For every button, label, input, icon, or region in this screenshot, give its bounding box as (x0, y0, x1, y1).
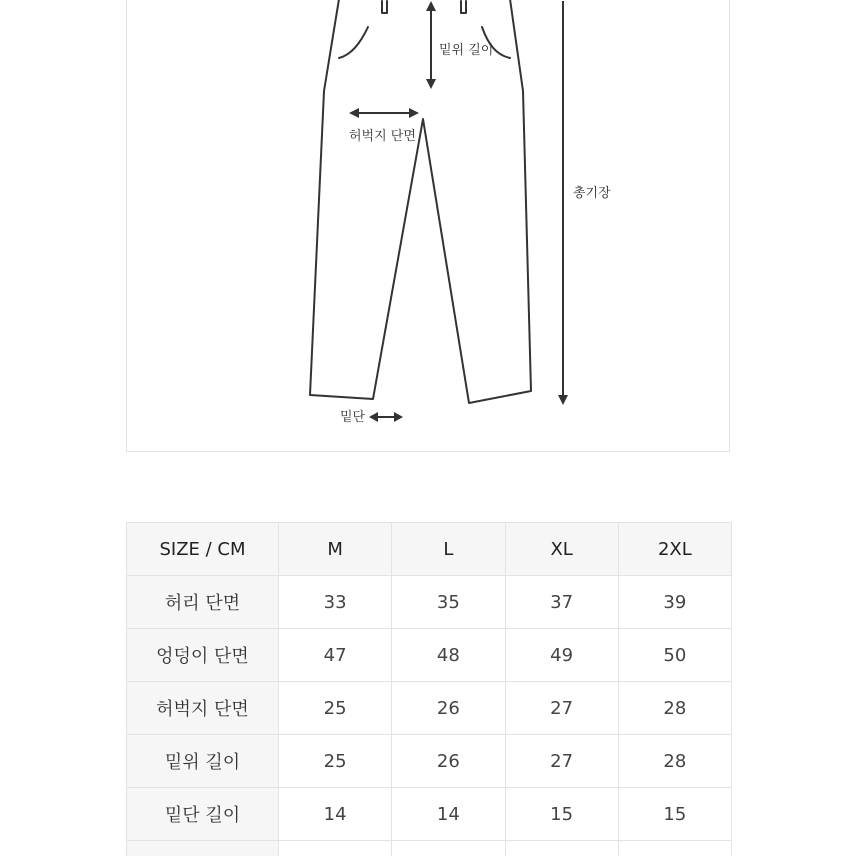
rise-label: 밑위 길이 (439, 43, 494, 58)
table-cell: 50 (618, 629, 731, 682)
table-cell: 26 (392, 682, 505, 735)
thigh-label: 허벅지 단면 (349, 129, 416, 144)
size-table (126, 522, 732, 856)
row-label: 밑위 길이 (127, 735, 279, 788)
size-table-header-row (127, 523, 732, 576)
table-cell (392, 841, 505, 856)
table-cell: 26 (392, 735, 505, 788)
row-label: 엉덩이 단면 (127, 629, 279, 682)
table-cell: 48 (392, 629, 505, 682)
table-cell: 15 (618, 788, 731, 841)
table-cell: 14 (392, 788, 505, 841)
row-label: 허벅지 단면 (127, 682, 279, 735)
table-cell: 47 (279, 629, 392, 682)
table-cell: 33 (279, 576, 392, 629)
table-cell: 28 (618, 682, 731, 735)
table-cell: 14 (279, 788, 392, 841)
rise-arrowhead-bottom (426, 79, 436, 89)
hem-arrowhead-left (369, 412, 378, 422)
table-cell: 15 (505, 788, 618, 841)
header-size-2xl: 2XL (618, 523, 731, 576)
rise-arrowhead-top (426, 1, 436, 11)
total-length-arrowhead-bottom (558, 395, 568, 405)
header-size-xl: XL (505, 523, 618, 576)
table-cell (505, 841, 618, 856)
header-size-unit: SIZE / CM (127, 523, 279, 576)
table-cell: 49 (505, 629, 618, 682)
table-cell: 37 (505, 576, 618, 629)
belt-loop-right (461, 1, 466, 13)
header-size-l: L (392, 523, 505, 576)
table-cell: 39 (618, 576, 731, 629)
pants-diagram-panel (126, 0, 730, 452)
hem-label: 밑단 (340, 410, 366, 425)
table-row (127, 788, 732, 841)
table-row (127, 629, 732, 682)
table-cell: 27 (505, 735, 618, 788)
table-cell: 28 (618, 735, 731, 788)
table-cell: 25 (279, 735, 392, 788)
table-cell: 35 (392, 576, 505, 629)
table-row (127, 682, 732, 735)
thigh-arrowhead-right (409, 108, 419, 118)
table-cell (618, 841, 731, 856)
pants-illustration (127, 0, 731, 453)
pants-outline (310, 0, 531, 403)
table-row (127, 576, 732, 629)
row-label: 허리 단면 (127, 576, 279, 629)
row-label (127, 841, 279, 856)
table-cell: 27 (505, 682, 618, 735)
header-size-m: M (279, 523, 392, 576)
belt-loop-left (382, 1, 387, 13)
total-length-label: 총기장 (573, 186, 611, 201)
table-cell (279, 841, 392, 856)
row-label: 밑단 길이 (127, 788, 279, 841)
thigh-arrowhead-left (349, 108, 359, 118)
table-row-partial (127, 841, 732, 856)
hem-arrowhead-right (394, 412, 403, 422)
table-cell: 25 (279, 682, 392, 735)
table-row (127, 735, 732, 788)
left-pocket (339, 27, 368, 58)
